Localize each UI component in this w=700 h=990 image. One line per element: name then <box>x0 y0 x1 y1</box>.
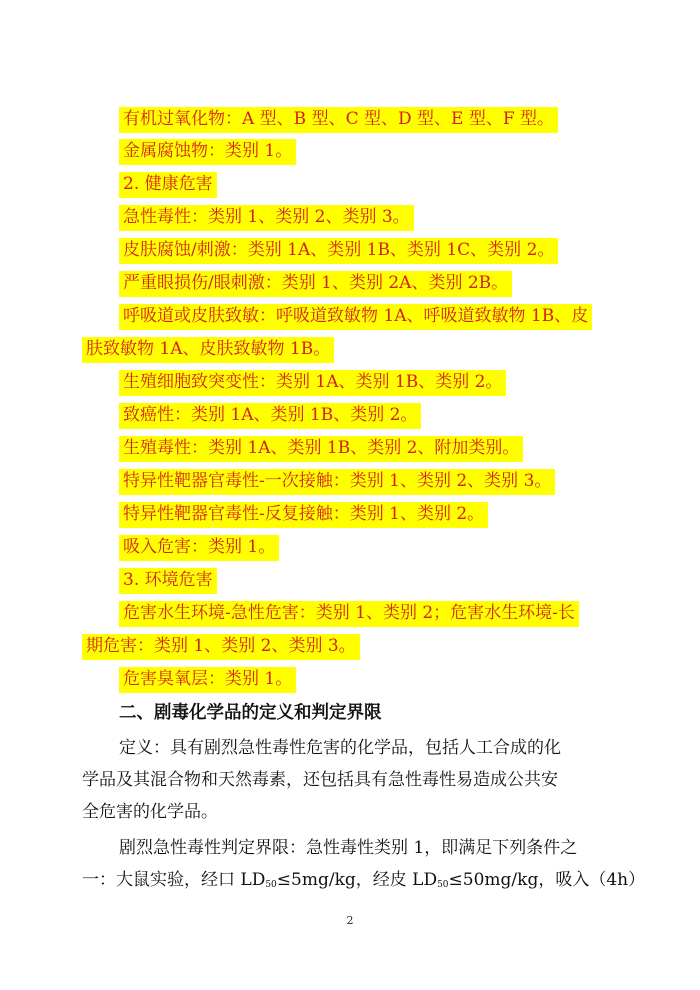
body-text: 学品及其混合物和天然毒素，还包括具有急性毒性易造成公共安 <box>82 770 558 790</box>
hazard-subheading <box>0 168 700 200</box>
highlighted-text: 特异性靶器官毒性-反复接触：类别 1、类别 2。 <box>119 502 488 528</box>
hazard-line <box>0 366 700 398</box>
text-run: ≤5mg/kg，经皮 LD <box>276 870 438 890</box>
paragraph-line <box>0 732 700 764</box>
highlighted-text: 危害臭氧层：类别 1。 <box>119 667 296 693</box>
highlighted-text: 2. 健康危害 <box>119 172 217 198</box>
highlighted-text: 3. 环境危害 <box>119 568 217 594</box>
paragraph-line <box>0 796 700 828</box>
highlighted-text: 危害水生环境-急性危害：类别 1、类别 2；危害水生环境-长 <box>119 601 579 627</box>
hazard-subheading <box>0 564 700 596</box>
text-run: ≤50mg/kg，吸入（4h） <box>448 870 646 890</box>
page-number: 2 <box>346 914 354 927</box>
highlighted-text: 致癌性：类别 1A、类别 1B、类别 2。 <box>119 403 421 429</box>
highlighted-text: 皮肤腐蚀/刺激：类别 1A、类别 1B、类别 1C、类别 2。 <box>119 238 558 264</box>
subscript: 50 <box>265 880 277 890</box>
hazard-line <box>0 103 700 135</box>
highlighted-text: 金属腐蚀物：类别 1。 <box>119 139 296 165</box>
hazard-line <box>0 135 700 167</box>
subscript: 50 <box>437 880 449 890</box>
highlighted-text: 生殖毒性：类别 1A、类别 1B、类别 2、附加类别。 <box>119 436 523 462</box>
hazard-line <box>0 333 700 365</box>
hazard-line <box>0 531 700 563</box>
hazard-line <box>0 432 700 464</box>
paragraph-line <box>0 764 700 796</box>
section-heading-text: 二、剧毒化学品的定义和判定界限 <box>119 703 382 723</box>
hazard-line <box>0 201 700 233</box>
highlighted-text: 急性毒性：类别 1、类别 2、类别 3。 <box>119 205 414 231</box>
paragraph-line <box>0 864 700 896</box>
highlighted-text: 期危害：类别 1、类别 2、类别 3。 <box>82 634 360 660</box>
hazard-line <box>0 399 700 431</box>
highlighted-text: 有机过氧化物：A 型、B 型、C 型、D 型、E 型、F 型。 <box>119 107 558 133</box>
text-run: 一：大鼠实验，经口 LD <box>82 870 266 890</box>
hazard-line <box>0 498 700 530</box>
body-text: 剧烈急性毒性判定界限：急性毒性类别 1，即满足下列条件之 <box>119 838 578 858</box>
paragraph-line <box>0 832 700 864</box>
highlighted-text: 特异性靶器官毒性-一次接触：类别 1、类别 2、类别 3。 <box>119 469 555 495</box>
highlighted-text: 严重眼损伤/眼刺激：类别 1、类别 2A、类别 2B。 <box>119 271 512 297</box>
hazard-line <box>0 267 700 299</box>
hazard-line <box>0 465 700 497</box>
body-text: 全危害的化学品。 <box>82 802 218 822</box>
highlighted-text: 生殖细胞致突变性：类别 1A、类别 1B、类别 2。 <box>119 370 506 396</box>
hazard-line <box>0 597 700 629</box>
section-heading <box>0 697 700 729</box>
body-text <box>82 870 645 890</box>
hazard-line <box>0 630 700 662</box>
hazard-line <box>0 300 700 332</box>
hazard-line <box>0 663 700 695</box>
highlighted-text: 吸入危害：类别 1。 <box>119 535 279 561</box>
body-text: 定义：具有剧烈急性毒性危害的化学品，包括人工合成的化 <box>119 738 561 758</box>
highlighted-text: 呼吸道或皮肤致敏：呼吸道致敏物 1A、呼吸道致敏物 1B、皮 <box>119 304 592 330</box>
highlighted-text: 肤致敏物 1A、皮肤致敏物 1B。 <box>82 337 334 363</box>
hazard-line <box>0 234 700 266</box>
